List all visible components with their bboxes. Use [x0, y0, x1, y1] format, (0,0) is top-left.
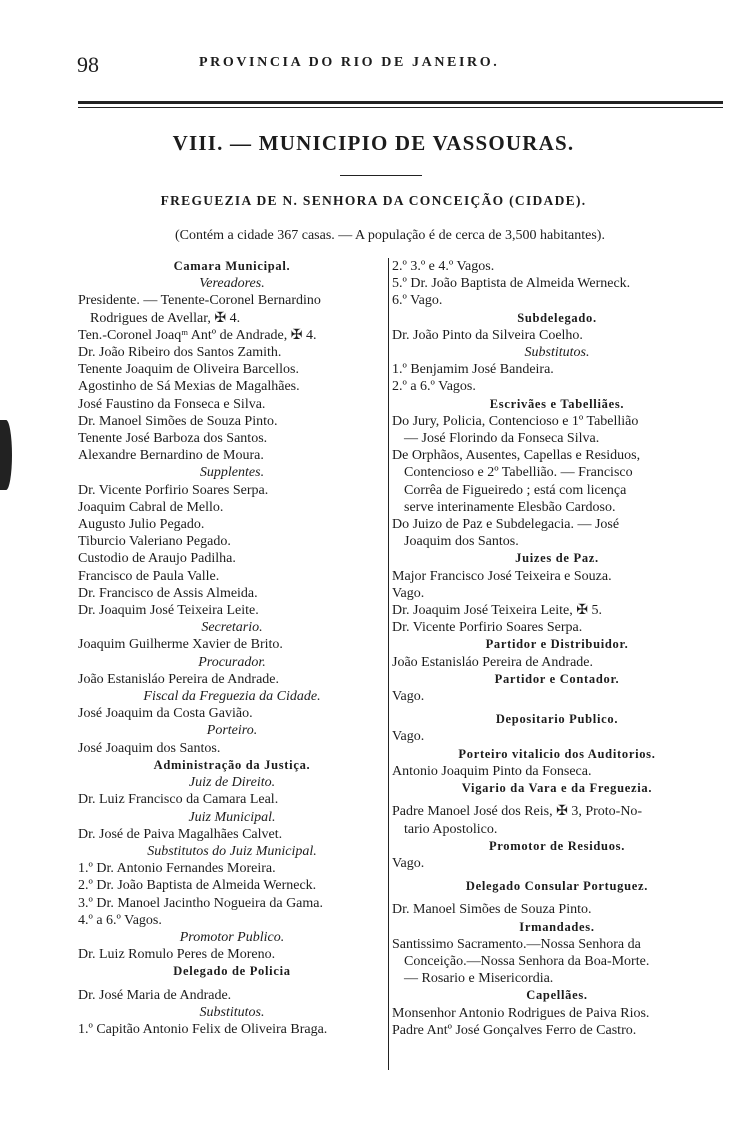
left-column-line: Delegado de Policia [173, 964, 291, 979]
right-column-line: Vigario da Vara e da Freguezia. [461, 781, 653, 796]
left-column-line: Tenente Joaquim de Oliveira Barcellos. [78, 362, 299, 378]
right-column-line: 5.º Dr. João Baptista de Almeida Werneck. [392, 276, 631, 292]
right-column-line: Corrêa de Figueiredo ; está com licença [404, 482, 627, 498]
left-column-line: Promotor Publico. [179, 929, 285, 945]
right-column-line: tario Apostolico. [404, 821, 498, 837]
right-column-line: Monsenhor Antonio Rodrigues de Paiva Rios. [392, 1005, 650, 1021]
left-column-line: José Faustino da Fonseca e Silva. [78, 396, 266, 412]
population-note: (Contém a cidade 367 casas. — A população é de cerca de 3,500 habitantes). [175, 228, 605, 243]
left-column-line: Tiburcio Valeriano Pegado. [78, 534, 231, 550]
right-column-line: Dr. João Pinto da Silveira Coelho. [392, 327, 583, 343]
right-column-line: Substitutos. [524, 345, 590, 361]
left-column-line: Juiz Municipal. [188, 809, 276, 825]
title-rule [340, 175, 422, 176]
left-column-line: Francisco de Paula Valle. [78, 568, 220, 584]
right-column-line: Vago. [392, 585, 425, 601]
left-column-line: Supplentes. [199, 465, 265, 481]
right-column-line: Porteiro vitalicio dos Auditorios. [458, 746, 656, 761]
left-column-line: Substitutos. [199, 1004, 265, 1020]
right-column-line: Capellães. [526, 988, 588, 1003]
left-column-line: 1.º Capitão Antonio Felix de Oliveira Braga. [78, 1021, 328, 1037]
header-rule-thick [78, 101, 723, 104]
left-column-line: João Estanisláo Pereira de Andrade. [78, 671, 279, 687]
left-column-line: Vereadores. [199, 276, 265, 292]
right-column-line: Depositario Publico. [495, 712, 619, 727]
freguezia-heading: FREGUEZIA DE N. SENHORA DA CONCEIÇÃO (CIDADE). [160, 193, 587, 208]
right-column-line: Padre Antº José Gonçalves Ferro de Castro. [392, 1022, 637, 1038]
right-column-line: serve interinamente Elesbão Cardoso. [404, 499, 616, 515]
left-column-line: Camara Municipal. [173, 259, 291, 273]
right-column-line: Do Juizo de Paz e Subdelegacia. — José [392, 517, 620, 533]
left-column-line: Dr. Luiz Francisco da Camara Leal. [78, 792, 279, 808]
right-column-line: Juizes de Paz. [515, 551, 599, 566]
right-column-line: Escrivães e Tabelliães. [489, 396, 625, 411]
right-column-line: — Rosario e Misericordia. [404, 971, 554, 987]
right-column-line: Major Francisco José Teixeira e Souza. [392, 568, 612, 584]
right-column-line: Irmandades. [519, 919, 595, 934]
page-number: 98 [77, 52, 99, 77]
right-column [392, 258, 722, 1039]
left-column-line: Procurador. [198, 654, 266, 670]
right-column-line: Delegado Consular Portuguez. [465, 879, 649, 894]
left-column-line: Presidente. — Tenente-Coronel Bernardino [78, 293, 321, 309]
left-column-line: Dr. Francisco de Assis Almeida. [78, 585, 258, 601]
left-column-line: Dr. José Maria de Andrade. [78, 987, 232, 1003]
right-column-line: 1.º Benjamim José Bandeira. [392, 362, 554, 378]
right-column-line: Dr. Joaquim José Teixeira Leite, ✠ 5. [392, 603, 602, 619]
right-column-line: João Estanisláo Pereira de Andrade. [392, 654, 593, 670]
left-column-line: Augusto Julio Pegado. [78, 517, 205, 533]
right-column-line: Partidor e Contador. [494, 671, 620, 686]
right-column-line: De Orphãos, Ausentes, Capellas e Residuos, [392, 448, 641, 464]
left-column-line: Dr. José de Paiva Magalhães Calvet. [78, 826, 283, 842]
left-column-line: Substitutos do Juiz Municipal. [147, 843, 317, 859]
left-column-line: 2.º Dr. João Baptista de Almeida Werneck. [78, 878, 317, 894]
right-column-line: Joaquim dos Santos. [404, 534, 519, 550]
column-divider [388, 258, 389, 1070]
right-column-line: Partidor e Distribuidor. [485, 637, 629, 652]
right-column-line: Dr. Vicente Porfirio Soares Serpa. [392, 620, 583, 636]
left-column-line: Joaquim Guilherme Xavier de Brito. [78, 637, 283, 653]
left-column-line: Dr. Manoel Simões de Souza Pinto. [78, 413, 278, 429]
left-column-line: José Joaquim dos Santos. [78, 740, 221, 756]
header-rule-thin [78, 107, 723, 108]
right-column-line: 2.º 3.º e 4.º Vagos. [392, 259, 495, 274]
left-column-line: Alexandre Bernardino de Moura. [78, 448, 264, 464]
right-column-line: Padre Manoel José dos Reis, ✠ 3, Proto-No- [392, 804, 643, 820]
right-column-line: Contencioso e 2º Tabellião. — Francisco [404, 465, 633, 481]
left-column-line: Dr. João Ribeiro dos Santos Zamith. [78, 345, 282, 361]
left-column-line: Dr. Vicente Porfirio Soares Serpa. [78, 482, 269, 498]
running-title: PROVINCIA DO RIO DE JANEIRO. [199, 55, 500, 70]
left-column-line: Joaquim Cabral de Mello. [78, 499, 224, 515]
left-column-line: Ten.-Coronel Joaqᵐ Antº de Andrade, ✠ 4. [78, 327, 317, 343]
left-column-line: Tenente José Barboza dos Santos. [78, 431, 268, 447]
page-edge-mark [0, 420, 12, 490]
left-column [78, 258, 386, 1038]
right-column-line: Antonio Joaquim Pinto da Fonseca. [392, 763, 592, 779]
left-column-line: Administração da Justiça. [153, 757, 311, 772]
right-column-line: Do Jury, Policia, Contencioso e 1º Tabellião [392, 413, 639, 429]
right-column-line: Vago. [392, 689, 425, 705]
left-column-line: Juiz de Direito. [188, 775, 276, 791]
right-column-line: Subdelegado. [517, 310, 597, 325]
left-column-line: Rodrigues de Avellar, ✠ 4. [90, 310, 241, 326]
left-column-line: 4.º a 6.º Vagos. [78, 912, 162, 928]
left-column-line: Secretario. [201, 620, 263, 636]
right-column-line: Vago. [392, 729, 425, 745]
right-column-line: Santissimo Sacramento.—Nossa Senhora da [392, 936, 641, 952]
left-column-line: 1.º Dr. Antonio Fernandes Moreira. [78, 861, 276, 877]
chapter-title: VIII. — MUNICIPIO DE VASSOURAS. [172, 131, 575, 155]
left-column-line: Fiscal da Freguezia da Cidade. [143, 689, 321, 705]
left-column-line: Agostinho de Sá Mexias de Magalhães. [78, 379, 300, 395]
right-column-line: — José Florindo da Fonseca Silva. [404, 431, 600, 447]
right-column-line: Vago. [392, 855, 425, 871]
left-column-line: 3.º Dr. Manoel Jacintho Nogueira da Gama. [78, 895, 323, 911]
left-column-line: Dr. Joaquim José Teixeira Leite. [78, 603, 259, 619]
right-column-line: Conceição.—Nossa Senhora da Boa-Morte. [404, 953, 650, 969]
left-column-line: José Joaquim da Costa Gavião. [78, 706, 253, 722]
left-column-line: Porteiro. [206, 723, 258, 739]
right-column-line: Promotor de Residuos. [488, 838, 626, 853]
right-column-line: Dr. Manoel Simões de Souza Pinto. [392, 902, 592, 918]
left-column-line: Custodio de Araujo Padilha. [78, 551, 236, 567]
right-column-line: 6.º Vago. [392, 293, 443, 309]
left-column-line: Dr. Luiz Romulo Peres de Moreno. [78, 947, 276, 963]
right-column-line: 2.º a 6.º Vagos. [392, 379, 476, 395]
